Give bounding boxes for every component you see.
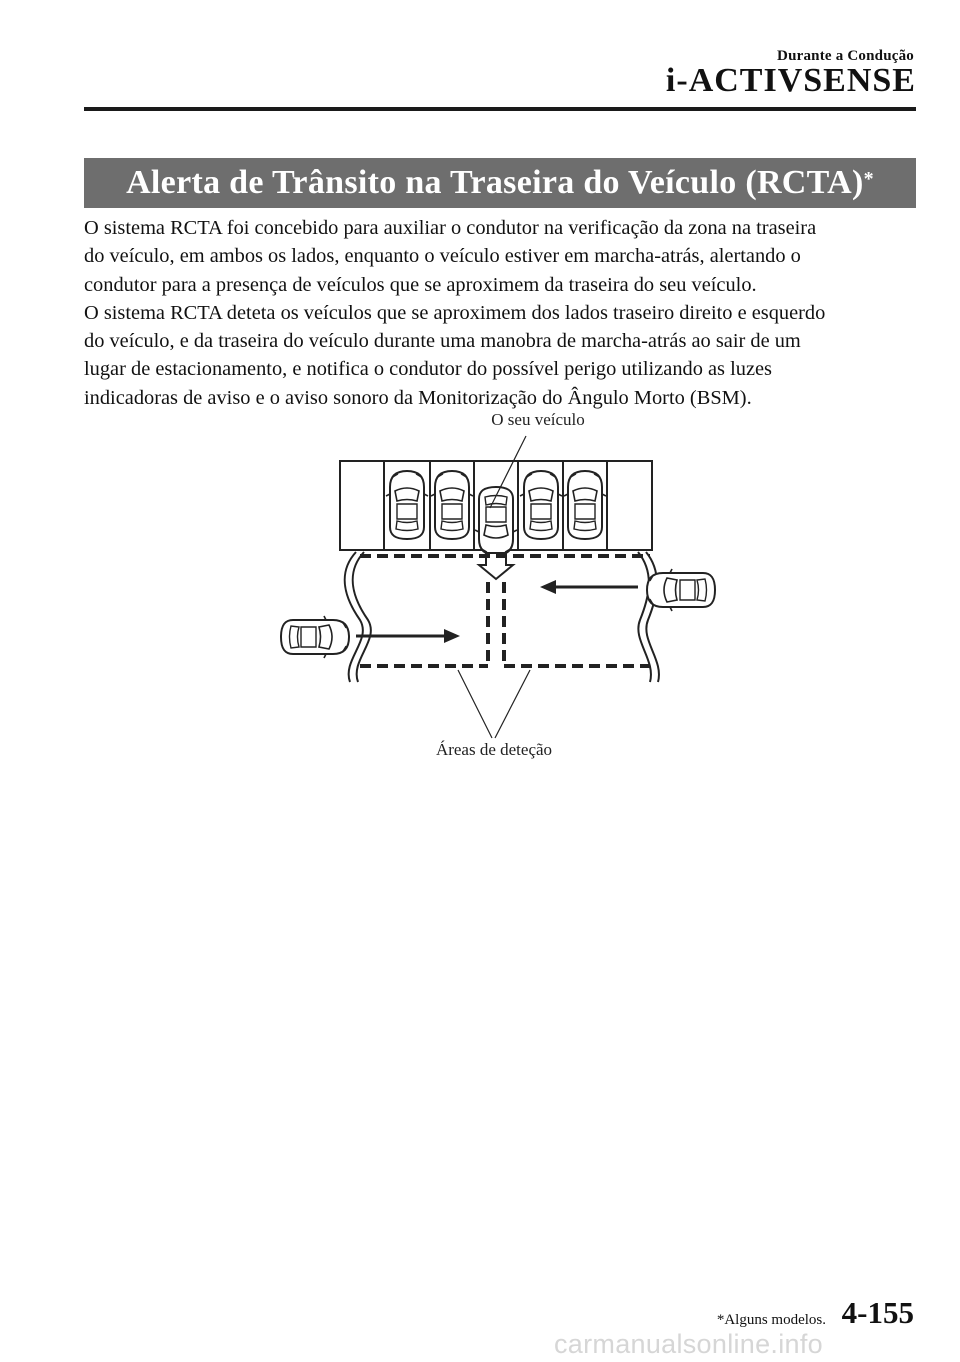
body-line: do veículo, em ambos os lados, enquanto o veículo estiver em marcha-atrás, alertando o bbox=[84, 245, 801, 268]
parked-car bbox=[520, 471, 562, 539]
parked-car bbox=[431, 471, 473, 539]
header-chapter-title: i-ACTIVSENSE bbox=[665, 62, 916, 99]
approaching-car-left bbox=[281, 616, 349, 658]
label-detection-areas: Áreas de deteção bbox=[435, 740, 553, 759]
road-edge-left bbox=[353, 552, 371, 682]
body-line: do veículo, e da traseira do veículo durante uma manobra de marcha-atrás ao sair de um bbox=[84, 330, 801, 353]
watermark: carmanualsonline.info bbox=[554, 1329, 823, 1359]
label-your-vehicle: O seu veículo bbox=[491, 410, 585, 429]
body-line: condutor para a presença de veículos que se aproximem da traseira do seu veículo. bbox=[84, 273, 757, 296]
parked-car bbox=[386, 471, 428, 539]
body-line: lugar de estacionamento, e notifica o condutor do possível perigo utilizando as luzes bbox=[84, 358, 772, 381]
body-line: O sistema RCTA deteta os veículos que se aproximem dos lados traseiro direito e esquerdo bbox=[84, 301, 826, 324]
body-line: indicadoras de aviso e o aviso sonoro da Monitorização do Ângulo Morto (BSM). bbox=[84, 386, 752, 409]
footnote: *Alguns modelos. bbox=[716, 1312, 826, 1328]
footnote-marker: * bbox=[863, 167, 874, 190]
arrowhead bbox=[540, 580, 556, 594]
leader-line-area bbox=[495, 670, 530, 738]
leader-line-area bbox=[458, 670, 492, 738]
header-section-title: Durante a Condução bbox=[777, 48, 914, 64]
page-number: 4-155 bbox=[841, 1295, 914, 1330]
parked-car bbox=[564, 471, 606, 539]
section-title: Alerta de Trânsito na Traseira do Veículo (RCTA) bbox=[126, 164, 864, 201]
arrowhead bbox=[444, 629, 460, 643]
approaching-car-right bbox=[647, 569, 715, 611]
body-line: O sistema RCTA foi concebido para auxiliar o condutor na verificação da zona na traseira bbox=[84, 217, 817, 239]
